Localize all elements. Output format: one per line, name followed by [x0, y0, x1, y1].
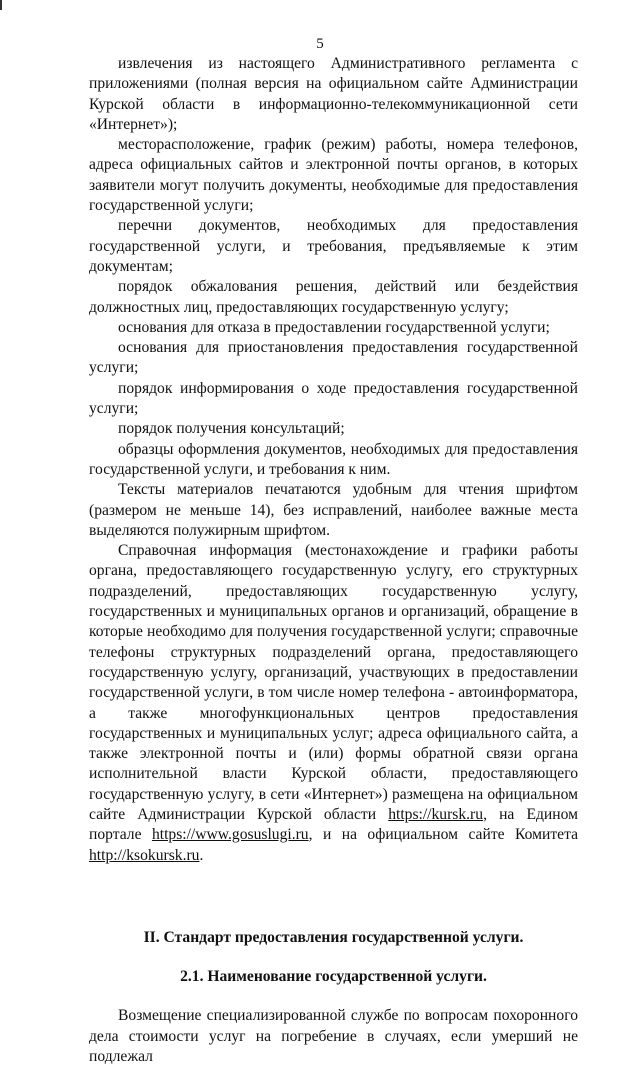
- paragraph: извлечения из настоящего Административного регламента с приложениями (полная версия на официальном сайте Администрации Курской области в информационно-телекоммуникационной сети «Интернет»);: [89, 55, 578, 133]
- paragraph: образцы оформления документов, необходимых для предоставления государственной услуги, и требования к ним.: [89, 440, 578, 478]
- subsection-heading: 2.1. Наименование государственной услуги.: [180, 968, 487, 986]
- paragraph: порядок обжалования решения, действий или бездействия должностных лиц, предоставляющих государственную услугу;: [89, 278, 578, 316]
- paragraph: перечни документов, необходимых для предоставления государственной услуги, и требования, предъявляемые к этим документам;: [89, 217, 578, 275]
- reference-text: , на Едином портале: [89, 805, 578, 844]
- reference-text: .: [199, 846, 204, 864]
- paragraph: месторасположение, график (режим) работы, номера телефонов, адреса официальных сайтов и электронной почты органов, в которых заявители могут получить документы, необходимые для предоставления государственной услуги;: [89, 136, 578, 215]
- paragraph: Тексты материалов печатаются удобным для чтения шрифтом (размером не меньше 14), без исправлений, наиболее важные места выделяются полужирным шрифтом.: [89, 481, 578, 539]
- scan-corner-mark: [0, 0, 6, 10]
- reference-text: , и на официальном сайте Комитета: [308, 826, 578, 844]
- reference-paragraph: [89, 541, 578, 866]
- gosuslugi-link[interactable]: https://www.gosuslugi.ru: [151, 826, 309, 844]
- kursk-link[interactable]: https://kursk.ru: [388, 805, 484, 823]
- paragraph: Возмещение специализированной службе по вопросам похоронного дела стоимости услуг на погребение в случаях, если умерший не подлежал: [89, 1007, 578, 1066]
- paragraph: основания для приостановления предоставления государственной услуги;: [89, 339, 578, 377]
- document-body: [89, 54, 578, 1067]
- page-number: 5: [316, 36, 324, 52]
- ksokursk-link[interactable]: http://ksokursk.ru: [89, 846, 200, 864]
- section-heading: II. Стандарт предоставления государственной услуги.: [143, 928, 524, 946]
- reference-text: Справочная информация (местонахождение и графики работы органа, предоставляющего государственную услугу, его структурных подразделений, предоставляющих государственную услугу, государственных и муниципальных органов и организаций, обращение в которые необходимо для получения государственной услуги; справочные телефоны структурных подразделений органа, предоставляющего государственную услугу, организаций, участвующих в предоставлении государственной услуги, в том числе номер телефона - автоинформатора, а также многофункциональных центров предоставления государственных и муниципальных услуг; адреса официального сайта, а также электронной почты и (или) формы обратной связи органа исполнительной власти Курской области, предоставляющего государственную услугу, в сети «Интернет») размещена на официальном сайте Администрации Курской области: [89, 542, 578, 823]
- paragraph: основания для отказа в предоставлении государственной услуги;: [118, 318, 550, 336]
- paragraph: порядок информирования о ходе предоставления государственной услуги;: [89, 379, 578, 418]
- paragraph: порядок получения консультаций;: [118, 420, 345, 438]
